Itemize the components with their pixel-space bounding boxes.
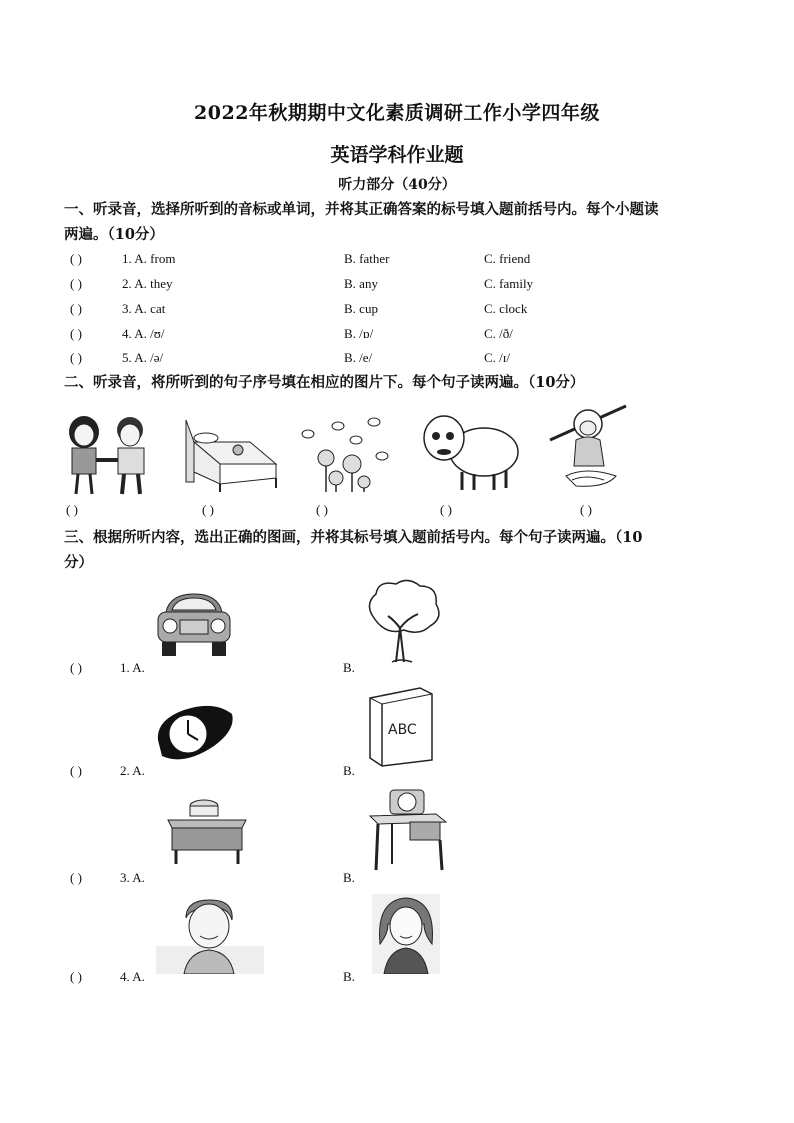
page-title: 2022年秋期期中文化素质调研工作小学四年级: [194, 102, 600, 124]
section1-item-4: [70, 326, 730, 348]
option-b: B. cup: [344, 301, 378, 316]
section1-instruction: [64, 197, 734, 247]
q1-option-a: 1. A.: [120, 660, 145, 675]
q2-answer-blank[interactable]: ( ): [70, 763, 82, 778]
part-heading: 听力部分（40分）: [338, 177, 456, 193]
q3-answer-blank[interactable]: ( ): [70, 870, 82, 885]
q4-option-b: B.: [343, 969, 355, 984]
answer-blank[interactable]: ( ): [70, 301, 82, 316]
option-a: 5. A. /ə/: [122, 350, 164, 365]
q2-option-b: B.: [343, 763, 355, 778]
option-a: 2. A. they: [122, 276, 173, 291]
book-picture: [364, 686, 436, 768]
answer-blank[interactable]: ( ): [70, 350, 82, 365]
tree-picture: [364, 578, 442, 664]
section1-item-2: [70, 276, 730, 298]
answer-blank[interactable]: ( ): [70, 251, 82, 266]
q4-option-a: 4. A.: [120, 969, 145, 984]
option-b: B. /e/: [344, 350, 373, 365]
watch-picture: [154, 700, 236, 766]
section1-item-5: [70, 350, 730, 372]
bed-picture: [180, 412, 280, 494]
page-subtitle: 英语学科作业题: [330, 144, 464, 166]
option-c: C. friend: [484, 251, 531, 266]
option-b: B. /ɒ/: [344, 326, 374, 341]
section2-instruction: 二、听录音，将所听到的句子序号填在相应的图片下。每个句子读两遍。（10分）: [64, 374, 585, 391]
option-c: C. family: [484, 276, 534, 291]
picture-blank-3[interactable]: ( ): [316, 502, 328, 517]
option-c: C. /ð/: [484, 326, 513, 341]
car-picture: [156, 586, 232, 662]
book-cover-text: ABC: [388, 722, 417, 738]
bees-flowers-picture: [296, 412, 396, 494]
clock-on-desk-picture: [366, 786, 448, 872]
option-b: B. father: [344, 251, 390, 266]
sheep-picture: [418, 408, 522, 494]
option-a: 4. A. /ʊ/: [122, 326, 165, 341]
section3-instruction: [64, 525, 734, 575]
q2-option-a: 2. A.: [120, 763, 145, 778]
option-b: B. any: [344, 276, 378, 291]
answer-blank[interactable]: ( ): [70, 276, 82, 291]
section1-instruction-line1: 一、听录音，选择所听到的音标或单词，并将其正确答案的标号填入题前括号内。每个小题读: [64, 201, 659, 218]
section1-item-1: [70, 251, 730, 273]
picture-blank-1[interactable]: ( ): [66, 502, 78, 517]
girl-portrait-picture: [372, 894, 440, 974]
q1-option-b: B.: [343, 660, 355, 675]
section3-instruction-line2: 分）: [64, 554, 93, 571]
picture-blank-2[interactable]: ( ): [202, 502, 214, 517]
q3-option-b: B.: [343, 870, 355, 885]
picture-blank-4[interactable]: ( ): [440, 502, 452, 517]
section1-item-3: [70, 301, 730, 323]
handshake-picture: [62, 410, 154, 496]
boy-portrait-picture: [156, 896, 264, 974]
q1-answer-blank[interactable]: ( ): [70, 660, 82, 675]
option-a: 1. A. from: [122, 251, 176, 266]
answer-blank[interactable]: ( ): [70, 326, 82, 341]
monkey-picture: [546, 400, 632, 490]
q3-option-a: 3. A.: [120, 870, 145, 885]
option-c: C. clock: [484, 301, 528, 316]
picture-blank-5[interactable]: ( ): [580, 502, 592, 517]
section3-instruction-line1: 三、根据所听内容，选出正确的图画，并将其标号填入题前括号内。每个句子读两遍。（10: [64, 529, 643, 546]
section1-instruction-line2: 两遍。（10分）: [64, 226, 164, 243]
option-a: 3. A. cat: [122, 301, 166, 316]
option-c: C. /ɪ/: [484, 350, 511, 365]
q4-answer-blank[interactable]: ( ): [70, 969, 82, 984]
cake-on-desk-picture: [164, 796, 250, 866]
